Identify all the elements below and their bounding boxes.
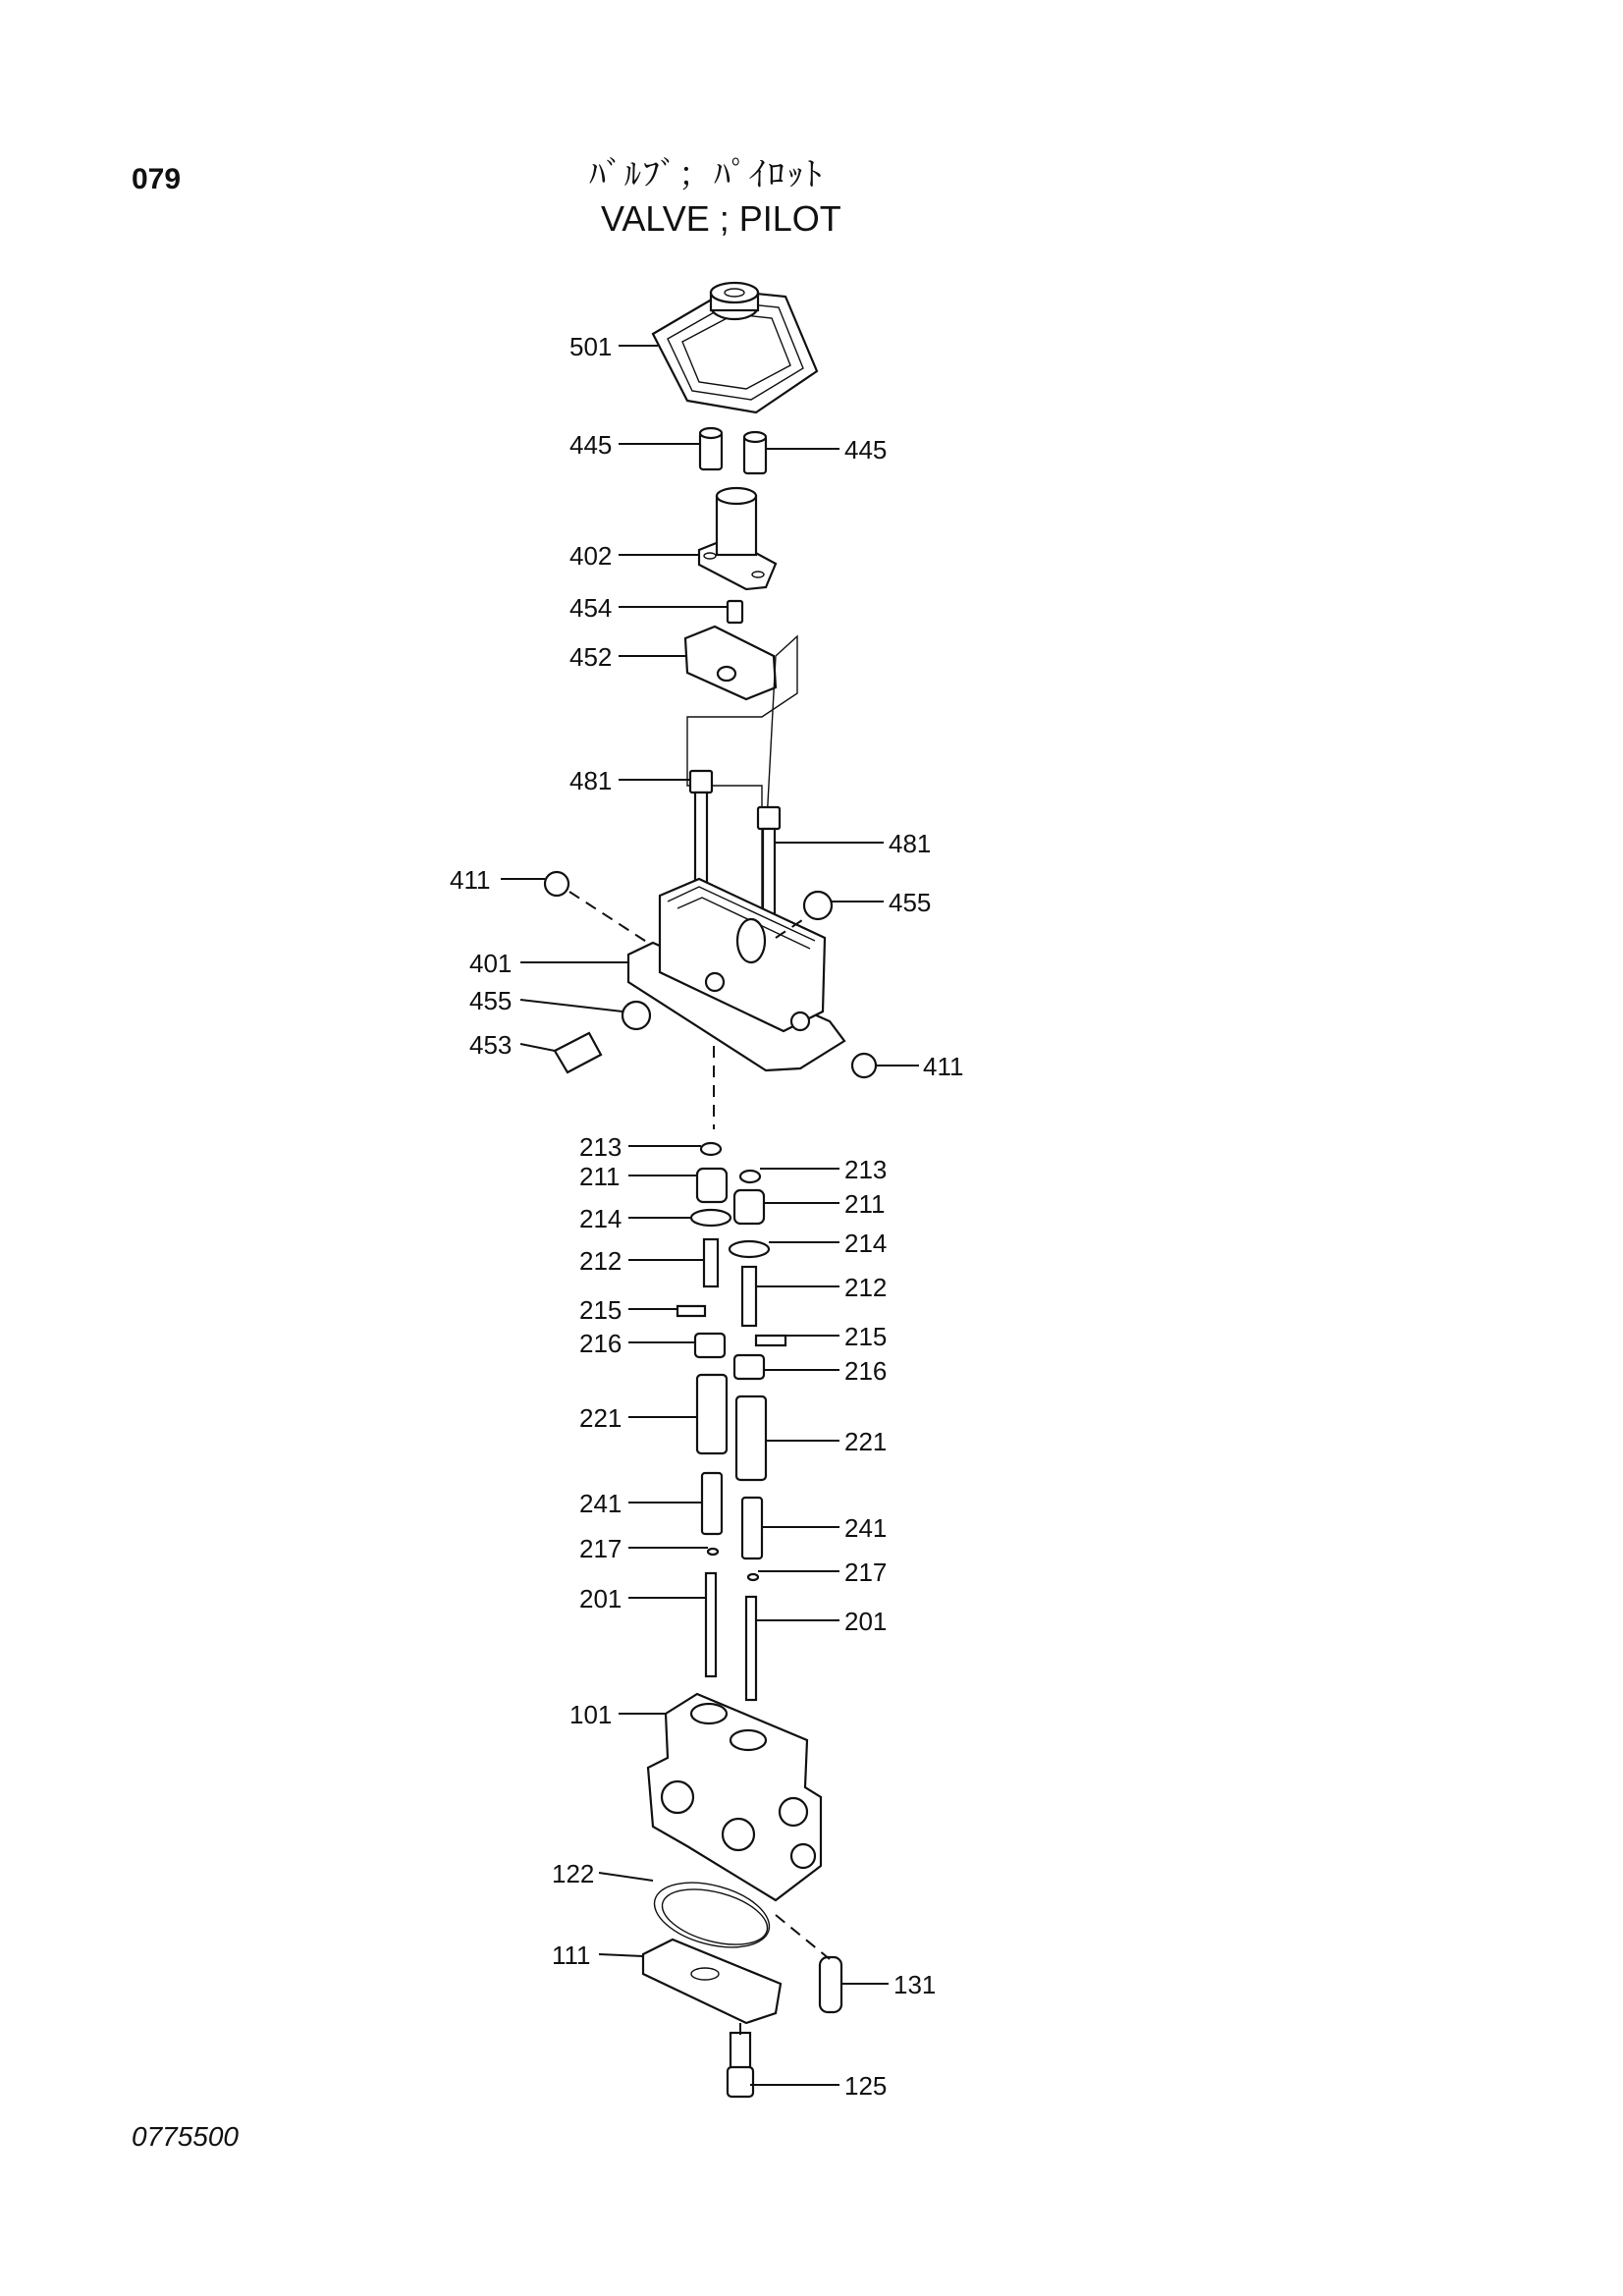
part-111-plate: [643, 1940, 781, 2023]
callout-401: 401: [469, 949, 513, 978]
callout-411-left: 411: [450, 865, 491, 895]
callout-212-right: 212: [844, 1273, 888, 1302]
callout-501: 501: [569, 332, 613, 361]
callout-445-left: 445: [569, 430, 613, 460]
callout-212-left: 212: [579, 1246, 622, 1276]
callout-221-left: 221: [579, 1403, 622, 1433]
callout-217-right: 217: [844, 1558, 888, 1587]
callout-111: 111: [552, 1941, 591, 1970]
title-english: VALVE ; PILOT: [601, 198, 841, 239]
callout-201-left: 201: [579, 1584, 622, 1613]
callout-215-right: 215: [844, 1322, 888, 1351]
callout-214-right: 214: [844, 1229, 888, 1258]
part-402-plate: [699, 488, 776, 589]
part-455-bushing-right: [804, 892, 832, 919]
callout-241-right: 241: [844, 1513, 888, 1543]
callout-481-left: 481: [569, 766, 613, 795]
callout-131: 131: [893, 1970, 937, 1999]
part-125-screw: [728, 2033, 753, 2097]
callout-213-right: 213: [844, 1155, 888, 1184]
callout-214-left: 214: [579, 1204, 622, 1233]
part-453-pin: [555, 1033, 601, 1072]
callout-216-left: 216: [579, 1329, 622, 1358]
callout-122: 122: [552, 1859, 595, 1888]
callout-217-left: 217: [579, 1534, 622, 1563]
callout-453: 453: [469, 1030, 513, 1060]
callout-411-right: 411: [923, 1052, 964, 1081]
callout-481-right: 481: [889, 829, 932, 858]
part-454: [728, 601, 742, 623]
part-131-pin: [820, 1957, 841, 2012]
callout-241-left: 241: [579, 1489, 622, 1518]
part-411-plug-left: [545, 872, 568, 896]
callout-215-left: 215: [579, 1295, 622, 1325]
part-501-boot: [653, 283, 817, 412]
callout-452: 452: [569, 642, 613, 672]
callout-125: 125: [844, 2071, 888, 2101]
callout-455-right: 455: [889, 888, 932, 917]
left-stack: [677, 1143, 730, 1676]
part-411-plug-right: [852, 1054, 876, 1077]
drawing-id: 0775500: [132, 2121, 240, 2152]
callout-211-left: 211: [579, 1162, 621, 1191]
callout-216-right: 216: [844, 1356, 888, 1386]
callout-221-right: 221: [844, 1427, 888, 1456]
callout-454: 454: [569, 593, 613, 623]
callout-201-right: 201: [844, 1607, 888, 1636]
callout-402: 402: [569, 541, 613, 571]
part-455-bushing-left: [622, 1002, 650, 1029]
callout-455-left: 455: [469, 986, 513, 1015]
part-101-body: [648, 1694, 821, 1900]
callout-101: 101: [569, 1700, 613, 1729]
part-445-screws: [700, 428, 766, 473]
callout-445-right: 445: [844, 435, 888, 465]
callout-213-left: 213: [579, 1132, 622, 1162]
callout-211-right: 211: [844, 1189, 886, 1219]
page-number: 079: [132, 163, 182, 195]
title-japanese: ﾊﾞﾙﾌﾞ；ﾊﾟｲﾛｯﾄ: [589, 155, 824, 194]
